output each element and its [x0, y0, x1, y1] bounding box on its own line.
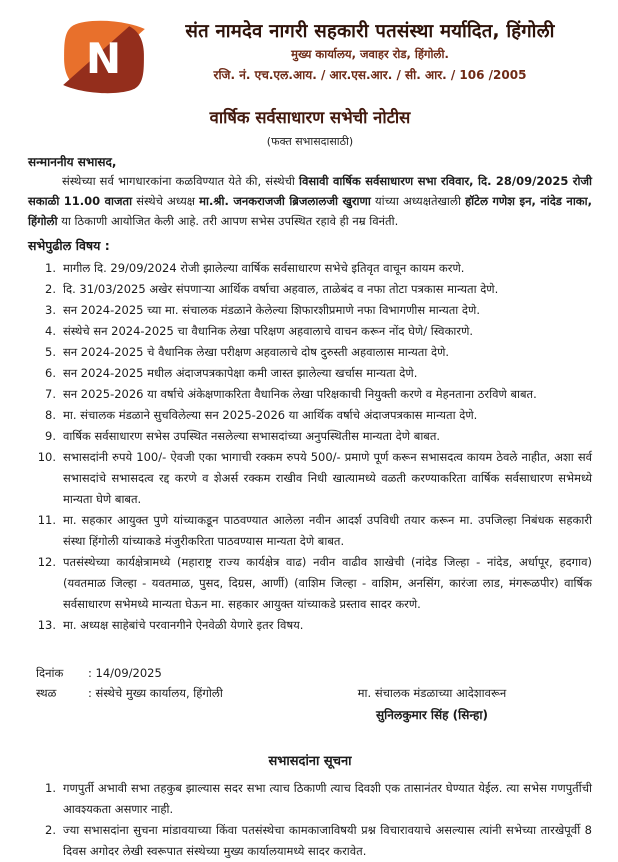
- org-logo-icon: [60, 18, 148, 96]
- item-number: 6.: [45, 366, 56, 380]
- item-text: गणपुर्ती अभावी सभा तहकुब झाल्यास सदर सभा त्याच ठिकाणी त्याच दिवशी एक तासानंतर घेण्यात येईल. त्या सभेस गणपुर्तीची आवश्यकता असणार नाही.: [63, 781, 592, 816]
- place-value: : संस्थेचे मुख्य कार्यालय, हिंगोली: [88, 686, 223, 700]
- item-text: संस्थेचे सन 2024-2025 चा वैधानिक लेखा परिक्षण अहवालाचे वाचन करून नोंद घेणे/ स्विकारणे.: [63, 324, 474, 338]
- agenda-item: [36, 384, 592, 405]
- agenda-heading: सभेपुढील विषय :: [28, 238, 110, 253]
- place-label: स्थळ: [36, 686, 57, 700]
- intro-paragraph: [28, 171, 592, 231]
- item-number: 13.: [37, 618, 56, 632]
- item-text: सन 2025-2026 या वर्षाचे अंकेक्षणाकरिता वैधानिक लेखा परिक्षकाची नियुक्ती करणे व मेहनताना ठरविणे बाबत.: [63, 387, 537, 401]
- agenda-item: [36, 447, 592, 510]
- intro-text-segment: संस्थेचे अध्यक्ष: [132, 194, 200, 208]
- item-text: दि. 31/03/2025 अखेर संपणाऱ्या आर्थिक वर्षाचा अहवाल, ताळेबंद व नफा तोटा पत्रकास मान्यता देणे.: [63, 282, 499, 296]
- item-text: सन 2024-2025 चे वैधानिक लेखा परीक्षण अहवालाचे दोष दुरुस्ती अहवालास मान्यता देणे.: [63, 345, 450, 359]
- member-note-item: [36, 820, 592, 862]
- salutation: सन्माननीय सभासद,: [28, 155, 117, 169]
- item-text: वार्षिक सर्वसाधारण सभेस उपस्थित नसलेल्या सभासदांच्या अनुपस्थितीस मान्यता देणे बाबत.: [63, 429, 441, 443]
- item-text: मा. सहकार आयुक्त पुणे यांच्याकडून पाठवण्यात आलेला नवीन आदर्श उपविधी तयार करून मा. उपजिल्हा निबंधक सहकारी संस्था हिंगोली यांच्याकडे मंजुरीकरिता पाठवण्यास मान्यता देणे बाबत.: [63, 513, 592, 548]
- member-notes-list: [28, 778, 592, 862]
- member-notes-heading: सभासदांना सूचना: [268, 754, 352, 769]
- item-number: 5.: [45, 345, 56, 359]
- item-number: 3.: [45, 303, 56, 317]
- intro-text-segment: या ठिकाणी आयोजित केली आहे. तरी आपण सभेस उपस्थित रहावे ही नम्र विनंती.: [57, 214, 399, 228]
- agenda-item: [36, 363, 592, 384]
- org-name: संत नामदेव नागरी सहकारी पतसंस्था मर्यादित, हिंगोली: [185, 21, 555, 42]
- intro-text-segment: मा.श्री. जनकराजजी ब्रिजलालजी खुराणा: [199, 194, 371, 208]
- item-number: 8.: [45, 408, 56, 422]
- agenda-item: [36, 300, 592, 321]
- date-value: : 14/09/2025: [88, 666, 162, 680]
- letterhead: [28, 18, 592, 96]
- footer-block: [28, 663, 592, 729]
- signature-block: [312, 683, 552, 725]
- agenda-item: [36, 321, 592, 342]
- agenda-item: [36, 342, 592, 363]
- agenda-item: [36, 615, 592, 636]
- item-text: ज्या सभासदांना सुचना मांडावयाच्या किंवा पतसंस्थेचा कामकाजाविषयी प्रश्न विचारावयाचे असल्यास त्यांनी सभेच्या तारखेपूर्वी 8 दिवस अगोदर लेखी स्वरूपात संस्थेच्या मुख्य कार्यालयामध्ये सादर करावेत.: [63, 823, 592, 858]
- item-text: पतसंस्थेच्या कार्यक्षेत्रामध्ये (महाराष्ट्र राज्य कार्यक्षेत्र वाढ) नवीन वाढीव शाखेची (नांदेड जिल्हा - नांदेड, अर्धापूर, हदगाव) (यवतमाळ जिल्हा - यवतमाळ, पुसद, दिग्रस, आर्णी) (वाशिम जिल्हा - वाशिम, अनसिंग, कारंजा लाड, मंगरूळपीर) वार्षिक सर्वसाधारण सभेमध्ये मान्यता घेऊन मा. सहकार आयुक्त यांच्याकडे प्रस्ताव सादर करणे.: [63, 555, 592, 611]
- logo-letter: N: [85, 34, 122, 84]
- item-number: 1.: [45, 261, 56, 275]
- agenda-item: [36, 426, 592, 447]
- date-row: [36, 663, 592, 683]
- by-order-line: मा. संचालक मंडळाच्या आदेशावरून: [357, 686, 507, 700]
- item-number: 2.: [45, 823, 56, 837]
- signatory-name: सुनिलकुमार सिंह (सिन्हा): [376, 708, 488, 722]
- agenda-item: [36, 279, 592, 300]
- item-text: मा. संचालक मंडळाने सुचविलेल्या सन 2025-2026 या आर्थिक वर्षाचे अंदाजपत्रकास मान्यता देणे.: [63, 408, 478, 422]
- item-text: सभासदांनी रुपये 100/- ऐवजी एका भागाची रक्कम रुपये 500/- प्रमाणे पूर्ण करून सभासदत्व कायम ठेवले नाहीत, अशा सर्व सभासदांचे सभासदत्व रद्द करणे व शेअर्स रक्कम राखीव निधी खात्यामध्ये वळती करण्याकरिता वार्षिक सर्वसाधारण सभेमध्ये मान्यता घेणे बाबत.: [63, 450, 592, 506]
- item-number: 7.: [45, 387, 56, 401]
- audience-note: (फक्त सभासदासाठी): [266, 135, 354, 148]
- agenda-item: [36, 510, 592, 552]
- intro-text-segment: हॉटेल गणेश इन, नांदेड नाका, हिंगोली: [28, 194, 592, 228]
- member-note-item: [36, 778, 592, 820]
- agenda-list: [28, 258, 592, 636]
- agenda-item: [36, 405, 592, 426]
- item-text: मागील दि. 29/09/2024 रोजी झालेल्या वार्षिक सर्वसाधारण सभेचे इतिवृत वाचून कायम करणे.: [63, 261, 465, 275]
- item-number: 2.: [45, 282, 56, 296]
- registration-number: रजि. नं. एच.एल.आय. / आर.एस.आर. / सी. आर. / 106 /2005: [213, 68, 527, 83]
- notice-title: वार्षिक सर्वसाधारण सभेची नोटीस: [209, 108, 411, 127]
- intro-text-segment: यांच्या अध्यक्षतेखाली: [370, 194, 466, 208]
- intro-text-segment: विसावी वार्षिक सर्वसाधारण सभा रविवार, दि. 28/09/2025 रोजी सकाळी 11.00 वाजता: [28, 174, 592, 208]
- office-address: मुख्य कार्यालय, जवाहर रोड, हिंगोली.: [291, 47, 449, 62]
- item-number: 12.: [37, 555, 56, 569]
- item-text: सन 2024-2025 मधील अंदाजपत्रकापेक्षा कमी जास्त झालेल्या खर्चास मान्यता देणे.: [63, 366, 418, 380]
- intro-text-segment: संस्थेच्या सर्व भागधारकांना कळविण्यात येते की, संस्थेची: [62, 174, 299, 188]
- letterhead-text: [148, 18, 592, 83]
- item-number: 11.: [37, 513, 56, 527]
- date-label: दिनांक: [36, 666, 64, 680]
- item-text: सन 2024-2025 च्या मा. संचालक मंडळाने केलेल्या शिफारशीप्रमाणे नफा विभागणीस मान्यता देणे.: [63, 303, 480, 317]
- item-text: मा. अध्यक्ष साहेबांचे परवानगीने ऐनवेळी येणारे इतर विषय.: [63, 618, 304, 632]
- item-number: 10.: [37, 450, 56, 464]
- item-number: 1.: [45, 781, 56, 795]
- item-number: 4.: [45, 324, 56, 338]
- agenda-item: [36, 258, 592, 279]
- agenda-item: [36, 552, 592, 615]
- item-number: 9.: [45, 429, 56, 443]
